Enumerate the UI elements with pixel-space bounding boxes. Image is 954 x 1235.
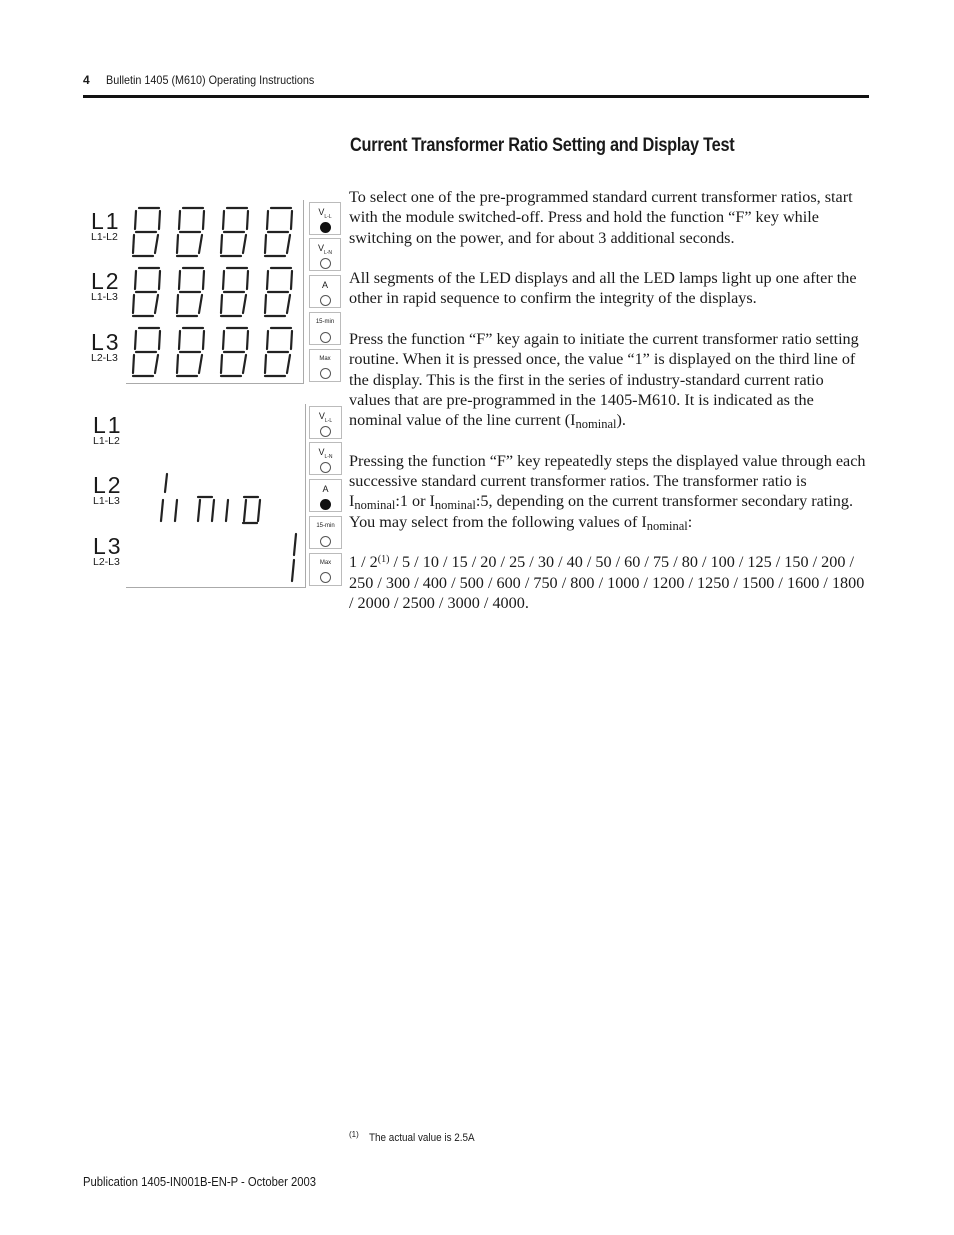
segment [243, 235, 246, 253]
display-test-figure [88, 200, 344, 385]
segment [177, 235, 178, 253]
segment [287, 355, 290, 373]
segment [247, 271, 248, 289]
footnote-reference: (1) [377, 554, 390, 566]
segment [265, 235, 266, 253]
key-15-min[interactable]: 15-min [309, 516, 342, 549]
segment [133, 235, 134, 253]
segment [133, 295, 134, 313]
running-header-title: Bulletin 1405 (M610) Operating Instructions [106, 73, 315, 87]
row-sublabel-l2-l3: L2-L3 [91, 352, 118, 364]
paragraph-display-test: All segments of the LED displays and all the LED lamps light up one after the other in rapid sequence to confirm the integrity of the displays. [349, 269, 857, 308]
segment [247, 211, 248, 229]
segment [203, 211, 204, 229]
segment [135, 331, 136, 349]
segment [221, 355, 222, 373]
row-label-l2: L2 [91, 268, 121, 294]
segment [159, 331, 160, 349]
segment [199, 295, 202, 313]
row-sublabel-l1-l3: L1-L3 [91, 291, 118, 303]
paragraph-ratio-routine: Press the function “F” key again to initiate the current transformer ratio setting routine. When it is pressed once, the value “1” is displayed on the third line of the display. This is the first in the series of industry-standard current ratio values that are pre-programmed in the 1405-M610. It is indicated as the nominal value of the line current $(I_{nominal})$. [349, 330, 859, 432]
segment [155, 295, 158, 313]
segment [221, 235, 222, 253]
segment [135, 211, 136, 229]
lamp-indicator [320, 572, 331, 583]
row-label-l3: L3 [91, 329, 121, 355]
segment [199, 355, 202, 373]
segment [265, 295, 266, 313]
segment [135, 271, 136, 289]
segment [287, 235, 290, 253]
key-a[interactable]: A [309, 479, 342, 512]
segment [179, 211, 180, 229]
segment [223, 331, 224, 349]
segment [179, 271, 180, 289]
seven-segment-display-all-on [126, 200, 302, 383]
row-sublabel-l1-l3: L1-L3 [93, 495, 120, 507]
lamp-indicator [320, 426, 331, 437]
segment [199, 235, 202, 253]
header-rule [83, 95, 869, 98]
key-v-ln[interactable]: $V_{L-N}$ [309, 238, 341, 271]
lamp-indicator [320, 536, 331, 547]
key-15-min[interactable]: 15-min [309, 312, 341, 345]
segment [177, 355, 178, 373]
segment [221, 295, 222, 313]
key-max[interactable]: Max [309, 349, 341, 382]
segment [267, 211, 268, 229]
footnote-mark: (1) [349, 1130, 359, 1139]
segment [223, 271, 224, 289]
row-label-l1: L1 [91, 208, 121, 234]
row-label-l2: L2 [93, 472, 123, 498]
segment [223, 211, 224, 229]
row-sublabel-l1-l2: L1-L2 [91, 231, 118, 243]
row-sublabel-l2-l3: L2-L3 [93, 556, 120, 568]
segment [291, 211, 292, 229]
lamp-indicator [320, 368, 331, 379]
lamp-indicator [320, 499, 331, 510]
segment [267, 331, 268, 349]
row-label-l1: L1 [93, 412, 123, 438]
key-v-ll[interactable]: $V_{L-L}$ [309, 406, 342, 439]
row-label-l3: L3 [93, 533, 123, 559]
lamp-indicator [320, 222, 331, 233]
segment [287, 295, 290, 313]
lamp-indicator [320, 462, 331, 473]
key-v-ll[interactable]: $V_{L-L}$ [309, 202, 341, 235]
segment [155, 235, 158, 253]
segment [155, 355, 158, 373]
key-v-ln[interactable]: $V_{L-N}$ [309, 442, 342, 475]
segment [247, 331, 248, 349]
footnote [349, 1130, 486, 1144]
segment [203, 331, 204, 349]
paragraph-intro: To select one of the pre-programmed standard current transformer ratios, start with the module switched-off. Press and hold the function “F” key while switching on the power, and for about 3 additional seconds. [349, 188, 853, 247]
segment [265, 355, 266, 373]
key-a[interactable]: A [309, 275, 341, 308]
segment [243, 355, 246, 373]
segment [203, 271, 204, 289]
page-number: 4 [83, 73, 90, 87]
segment [267, 271, 268, 289]
footnote-text: The actual value is 2.5A [368, 1132, 475, 1144]
publication-footer: Publication 1405-IN001B-EN-P - October 2003 [83, 1175, 317, 1189]
segment [159, 271, 160, 289]
segment [243, 295, 246, 313]
segment [291, 331, 292, 349]
body-text [349, 187, 869, 634]
row-sublabel-l1-l2: L1-L2 [93, 435, 120, 447]
key-max[interactable]: Max [309, 553, 342, 586]
paragraph-ratio-values: 1 / 2$^{(1)}$ / 5 / 10 / 15 / 20 / 25 / 30 / 40 / 50 / 60 / 75 / 80 / 100 / 125 / 150 / 200 / 250 / 300 / 400 / 500 / 600 / 750 / 800 / 1000 / 1200 / 1250 / 1500 / 1600 / 1800 / 2000 / 2500 / 3000 / 4000. [349, 553, 865, 612]
paragraph-stepping: Pressing the function “F” key repeatedly steps the displayed value through each successive standard current transformer ratios. The transformer ratio is $I_{nominal}:1$ or $I_{nominal}:5$, depending on the current transformer secondary rating. You may select from the following values of $I_{nominal}$: [349, 451, 866, 533]
ratio-setting-figure [88, 404, 344, 590]
seven-segment-display-in0-1 [126, 404, 304, 587]
lamp-indicator [320, 295, 331, 306]
segment [177, 295, 178, 313]
lamp-indicator [320, 258, 331, 269]
segment [159, 211, 160, 229]
segment [133, 355, 134, 373]
lamp-indicator [320, 332, 331, 343]
section-title: Current Transformer Ratio Setting and Display Test [350, 135, 735, 156]
segment [291, 271, 292, 289]
segment [179, 331, 180, 349]
